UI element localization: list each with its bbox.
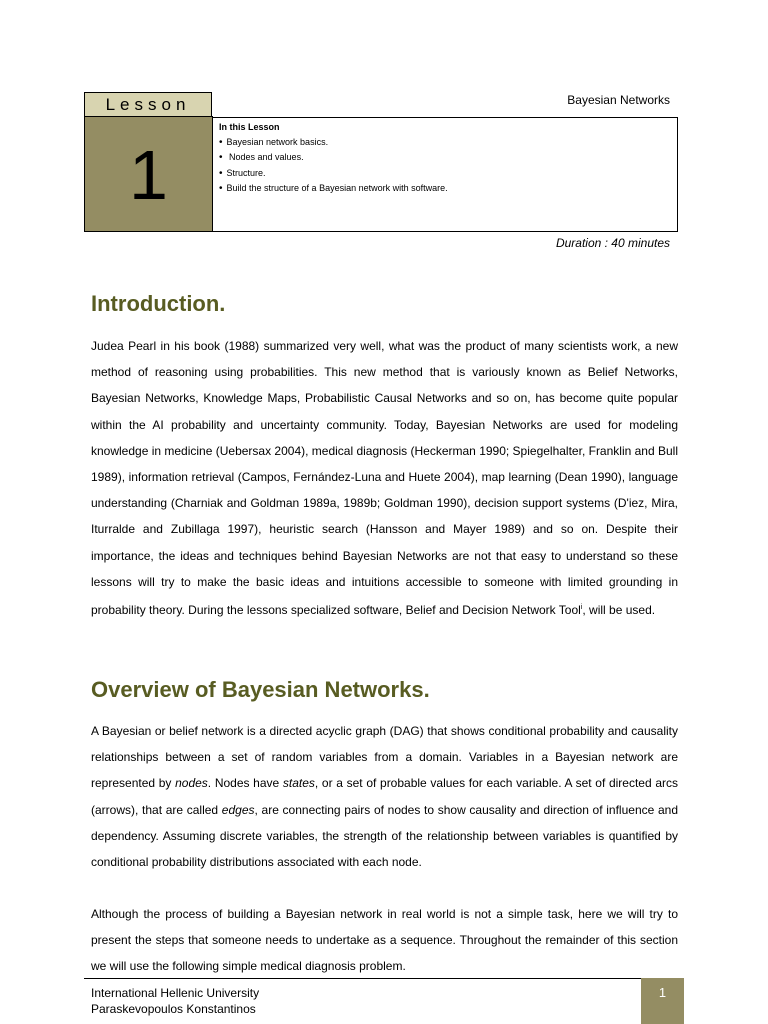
term-edges: edges [221, 802, 255, 817]
in-this-lesson-heading: In this Lesson [219, 122, 280, 132]
series-title: Bayesian Networks [567, 93, 670, 107]
lesson-label: Lesson [84, 92, 212, 117]
footnote-marker[interactable]: i [580, 604, 583, 612]
footer-author: Paraskevopoulos Konstantinos [91, 1002, 256, 1016]
introduction-heading: Introduction. [91, 291, 226, 316]
lesson-topics-list [219, 135, 671, 197]
list-item: • Structure. [219, 166, 671, 182]
list-item: • Build the structure of a Bayesian network with software. [219, 181, 671, 197]
term-states: states [282, 776, 315, 791]
list-item: • Nodes and values. [219, 150, 671, 166]
overview-text: A Bayesian or belief network is a directed acyclic graph (DAG) that shows conditional probability and causality relationships between a set of random variables from a domain. Variables in a Bayesian network are represented by [91, 724, 678, 791]
footer-text [91, 985, 259, 1017]
term-nodes: nodes [175, 776, 208, 791]
overview-paragraph-2: Although the process of building a Bayesian network in real world is not a simple task, here we will try to present the steps that someone needs to undertake as a sequence. Throughout the remainder of this section we will use the following simple medical diagnosis problem. [91, 907, 678, 974]
lesson-contents-box [212, 117, 678, 232]
lesson-number: 1 [84, 116, 213, 232]
introduction-text: Judea Pearl in his book (1988) summarized very well, what was the product of many scientists work, a new method of reasoning using probabilities. This new method that is variously known as Belief Networks, Bayesian Networks, Knowledge Maps, Probabilistic Causal Networks and so on, has become quite popular within the AI probability and uncertainty community. Today, Bayesian Networks are used for modeling knowledge in medicine (Uebersax 2004), medical diagnosis (Heckerman 1990; Spiegelhalter, Franklin and Bull 1989), information retrieval (Campos, Fernández-Luna and Huete 2004), map learning (Dean 1990), language understanding (Charniak and Goldman 1989a, 1989b; Goldman 1990), decision support systems (D'iez, Mira, Iturralde and Zubillaga 1997), heuristic search (Hansson and Mayer 1989) and so on. Despite their importance, the ideas and techniques behind Bayesian Networks are not that easy to understand so these lessons will try to make the basic ideas and intuitions accessible to someone with limited grounding in probability theory. During the lessons specialized software, Belief and Decision Network Tool [91, 339, 678, 618]
footer-divider [84, 978, 642, 979]
duration-label: Duration : 40 minutes [555, 236, 670, 250]
footer-institution: International Hellenic University [91, 986, 260, 1000]
overview-paragraph-1 [91, 718, 678, 875]
page-number: 1 [641, 978, 684, 1024]
introduction-text-end: , will be used. [582, 603, 656, 618]
overview-text: , or a set of probable values for each variable. A set of directed arcs (arrows), that are called [91, 776, 679, 817]
introduction-paragraph [91, 333, 678, 623]
list-item: • Bayesian network basics. [219, 135, 671, 151]
overview-text: , are connecting pairs of nodes to show causality and direction of influence and dependency. Assuming discrete variables, the strength of the relationship between variables is quantified by conditional probability distributions associated with each node. [91, 802, 678, 870]
overview-heading: Overview of Bayesian Networks. [91, 677, 430, 702]
overview-text: . Nodes have [207, 776, 283, 791]
